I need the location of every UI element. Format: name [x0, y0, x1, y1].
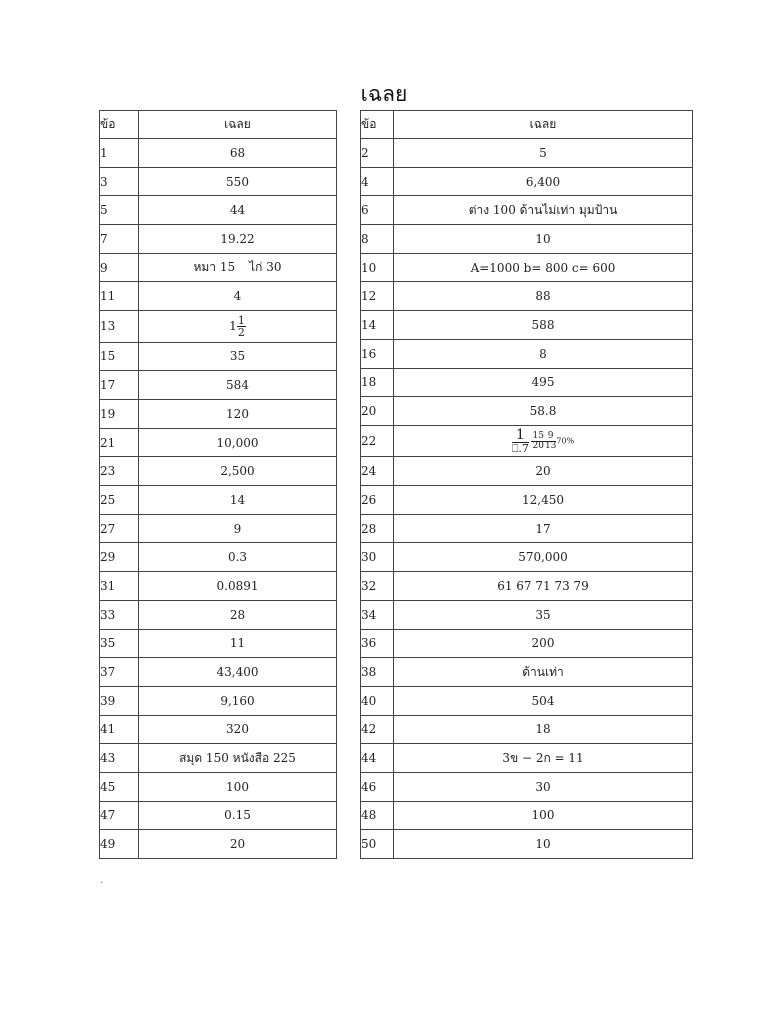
table-header-row [100, 111, 337, 139]
table-row [361, 830, 693, 859]
table-row [100, 311, 337, 343]
footnote-mark: . [100, 876, 103, 885]
question-number: 8 [361, 225, 394, 254]
answer-cell: 30 [394, 772, 693, 801]
question-number: 39 [100, 686, 139, 715]
answer-cell: 35 [394, 600, 693, 629]
answer-cell [394, 425, 693, 457]
question-number: 22 [361, 425, 394, 457]
mixed-number-fraction [237, 315, 246, 338]
answer-cell: 570,000 [394, 543, 693, 572]
question-number: 17 [100, 371, 139, 400]
answer-cell: 0.0891 [139, 572, 337, 601]
table-row [361, 425, 693, 457]
table-row [361, 397, 693, 426]
question-number: 32 [361, 572, 394, 601]
question-number: 21 [100, 428, 139, 457]
header-answer: เฉลย [394, 111, 693, 139]
answer-cell: 20 [394, 457, 693, 486]
answer-cell: 19.22 [139, 225, 337, 254]
table-row [100, 543, 337, 572]
question-number: 23 [100, 457, 139, 486]
table-row [100, 139, 337, 168]
table-row [100, 686, 337, 715]
answer-cell: 4 [139, 282, 337, 311]
fraction-large [512, 428, 529, 454]
answer-cell: 495 [394, 368, 693, 397]
table-row [361, 600, 693, 629]
table-row [361, 282, 693, 311]
answer-table-right [360, 110, 693, 859]
table-row [100, 744, 337, 773]
question-number: 47 [100, 801, 139, 830]
question-number: 2 [361, 139, 394, 168]
question-number: 35 [100, 629, 139, 658]
table-row [361, 715, 693, 744]
answer-cell: 100 [139, 772, 337, 801]
answer-cell: 10 [394, 225, 693, 254]
question-number: 49 [100, 830, 139, 859]
page-title: เฉลย [360, 82, 408, 106]
table-row [100, 658, 337, 687]
question-number: 25 [100, 486, 139, 515]
table-row [361, 196, 693, 225]
question-number: 16 [361, 339, 394, 368]
answer-cell: 17 [394, 514, 693, 543]
answer-cell: 320 [139, 715, 337, 744]
table-row [361, 139, 693, 168]
fraction-denominator: 20 [532, 440, 544, 451]
answer-cell: 10 [394, 830, 693, 859]
table-row [361, 368, 693, 397]
table-row [361, 772, 693, 801]
table-row [100, 830, 337, 859]
table-row [100, 514, 337, 543]
table-row [100, 428, 337, 457]
question-number: 48 [361, 801, 394, 830]
answer-cell: 550 [139, 167, 337, 196]
table-row [100, 772, 337, 801]
question-number: 50 [361, 830, 394, 859]
table-row [361, 486, 693, 515]
answer-table-left [99, 110, 337, 859]
table-row [361, 167, 693, 196]
answer-cell: 10,000 [139, 428, 337, 457]
question-number: 28 [361, 514, 394, 543]
table-row [100, 167, 337, 196]
answer-cell: 43,400 [139, 658, 337, 687]
question-number: 3 [100, 167, 139, 196]
answer-part: ไก่ 30 [249, 260, 282, 275]
table-row [361, 658, 693, 687]
question-number: 31 [100, 572, 139, 601]
answer-cell: 14 [139, 486, 337, 515]
fraction-denominator: 2 [237, 325, 245, 339]
answer-cell: 3ข − 2ก = 11 [394, 744, 693, 773]
answer-cell: 58.8 [394, 397, 693, 426]
table-row [100, 715, 337, 744]
table-row [361, 543, 693, 572]
fraction-numerator: 9 [545, 432, 556, 442]
question-number: 34 [361, 600, 394, 629]
table-row [100, 457, 337, 486]
table-row [100, 282, 337, 311]
table-row [361, 744, 693, 773]
fraction-denominator: ⎕.7 [511, 442, 529, 456]
table-row [100, 253, 337, 282]
answer-cell: 44 [139, 196, 337, 225]
question-number: 11 [100, 282, 139, 311]
answer-cell: 9 [139, 514, 337, 543]
answer-cell: ต่าง 100 ด้านไม่เท่า มุมป้าน [394, 196, 693, 225]
answer-cell: 88 [394, 282, 693, 311]
answer-cell: 2,500 [139, 457, 337, 486]
table-row [100, 801, 337, 830]
answer-cell: 588 [394, 311, 693, 340]
question-number: 41 [100, 715, 139, 744]
answer-cell [139, 311, 337, 343]
question-number: 27 [100, 514, 139, 543]
question-number: 7 [100, 225, 139, 254]
table-row [361, 253, 693, 282]
question-number: 20 [361, 397, 394, 426]
answer-cell: A=1000 b= 800 c= 600 [394, 253, 693, 282]
table-row [361, 311, 693, 340]
question-number: 46 [361, 772, 394, 801]
answer-cell: 18 [394, 715, 693, 744]
question-number: 43 [100, 744, 139, 773]
question-number: 12 [361, 282, 394, 311]
table-row [361, 514, 693, 543]
answer-cell: 120 [139, 400, 337, 429]
question-number: 24 [361, 457, 394, 486]
table-row [361, 629, 693, 658]
table-row [100, 225, 337, 254]
answer-cell: 584 [139, 371, 337, 400]
table-row [100, 486, 337, 515]
mixed-number-whole: 1 [229, 318, 237, 333]
table-row [100, 600, 337, 629]
question-number: 5 [100, 196, 139, 225]
question-number: 13 [100, 311, 139, 343]
table-row [361, 572, 693, 601]
answer-cell: 0.15 [139, 801, 337, 830]
question-number: 10 [361, 253, 394, 282]
question-number: 44 [361, 744, 394, 773]
percent-value: 70% [556, 436, 575, 446]
answer-cell [139, 253, 337, 282]
answer-cell: ด้านเท่า [394, 658, 693, 687]
table-header-row [361, 111, 693, 139]
table-row [100, 196, 337, 225]
answer-cell: 28 [139, 600, 337, 629]
table-row [361, 801, 693, 830]
table-row [100, 572, 337, 601]
answer-cell: 61 67 71 73 79 [394, 572, 693, 601]
answer-cell: 100 [394, 801, 693, 830]
table-row [361, 686, 693, 715]
answer-cell: 12,450 [394, 486, 693, 515]
answer-cell: 8 [394, 339, 693, 368]
answer-cell: 5 [394, 139, 693, 168]
question-number: 42 [361, 715, 394, 744]
answer-part: หมา 15 [193, 260, 236, 275]
answer-table-right-body [361, 139, 693, 859]
header-no: ข้อ [361, 111, 394, 139]
fraction-small [545, 432, 556, 451]
answer-cell: 35 [139, 342, 337, 371]
header-no: ข้อ [100, 111, 139, 139]
table-row [361, 457, 693, 486]
table-row [361, 225, 693, 254]
answer-cell: 0.3 [139, 543, 337, 572]
question-number: 33 [100, 600, 139, 629]
answer-cell: 68 [139, 139, 337, 168]
question-number: 30 [361, 543, 394, 572]
table-row [100, 371, 337, 400]
answer-cell: 11 [139, 629, 337, 658]
table-row [100, 400, 337, 429]
answer-cell: 6,400 [394, 167, 693, 196]
question-number: 37 [100, 658, 139, 687]
question-number: 9 [100, 253, 139, 282]
question-number: 15 [100, 342, 139, 371]
table-row [100, 342, 337, 371]
question-number: 29 [100, 543, 139, 572]
answer-cell: 20 [139, 830, 337, 859]
fraction-denominator: 13 [544, 440, 557, 451]
answer-cell: 9,160 [139, 686, 337, 715]
fraction-numerator: 15 [532, 430, 544, 441]
question-number: 45 [100, 772, 139, 801]
question-number: 18 [361, 368, 394, 397]
question-number: 40 [361, 686, 394, 715]
fraction-numerator: 1 [237, 313, 245, 327]
answer-cell: สมุด 150 หนังสือ 225 [139, 744, 337, 773]
table-row [361, 339, 693, 368]
question-number: 36 [361, 629, 394, 658]
question-number: 26 [361, 486, 394, 515]
question-number: 6 [361, 196, 394, 225]
question-number: 38 [361, 658, 394, 687]
fraction-numerator: 1 [512, 428, 529, 443]
answer-cell: 504 [394, 686, 693, 715]
table-row [100, 629, 337, 658]
question-number: 4 [361, 167, 394, 196]
question-number: 1 [100, 139, 139, 168]
question-number: 19 [100, 400, 139, 429]
answer-cell: 200 [394, 629, 693, 658]
fraction-small [531, 432, 544, 451]
answer-table-left-body [100, 139, 337, 859]
header-answer: เฉลย [139, 111, 337, 139]
question-number: 14 [361, 311, 394, 340]
